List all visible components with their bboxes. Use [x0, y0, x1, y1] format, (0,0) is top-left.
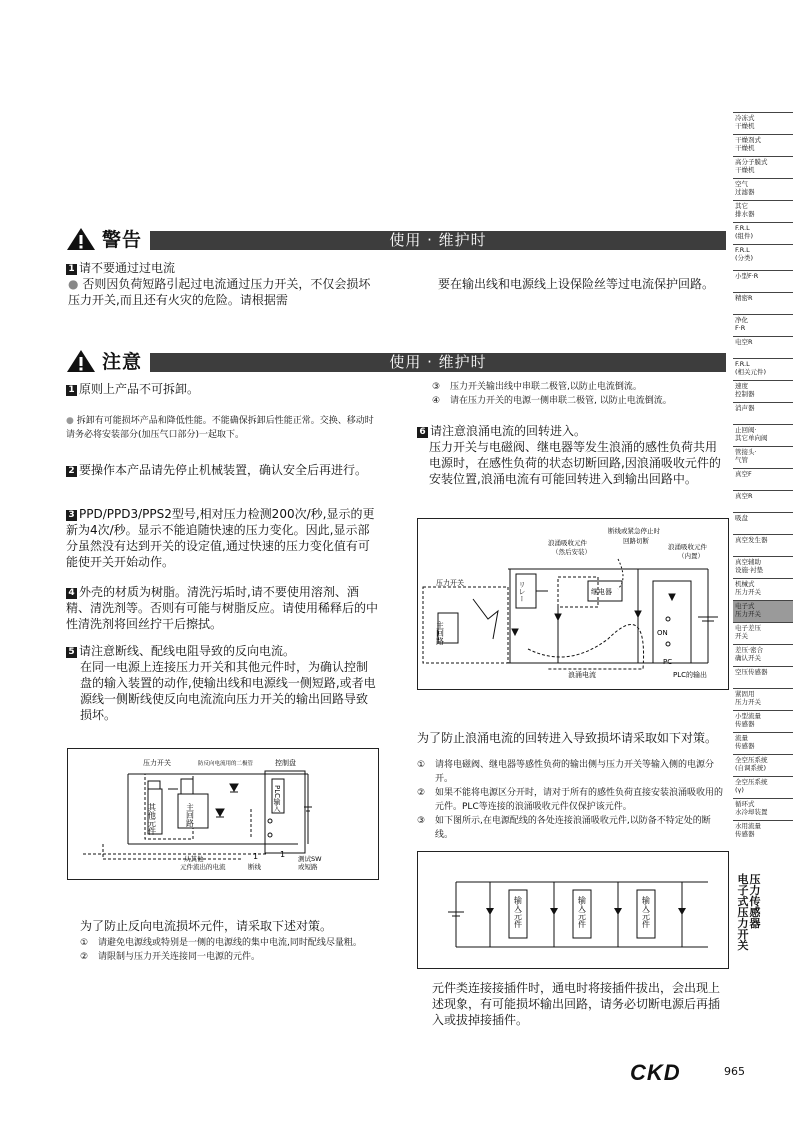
connector-note: 元件类连接接插件时，通电时将接插件拔出，会出现上述现象，有可能损坏输出回路，请务必切断电源后再插入或拔掉接插件。 — [432, 981, 721, 1027]
bullet-icon: ● — [68, 277, 79, 291]
caution-item-1-bullet-text: 拆卸有可能损坏产品和降低性能。不能确保拆卸后性能正常。交换、移动时请务必将安装部分(加压气口部分)一起取下。 — [66, 416, 374, 440]
surge-label-break-l1: 断线或紧急停止时 — [608, 527, 660, 535]
reverse-measures-cont — [432, 380, 728, 408]
side-category-col1: 电 子 式 压 力 开 关 — [737, 873, 749, 952]
rev-label-break: 断线 — [248, 863, 261, 871]
measure-mark: ④ — [432, 396, 441, 406]
caution-item-3-text: PPD/PPD3/PPS2型号,相对压力检测200次/秒,显示的更新为4次/秒。显示不能追随快速的压力变化。因此,显示部分虽然没有达到开关的设定值,通过快速的压力变化值有可能使开关开始动作。 — [66, 507, 375, 569]
reverse-measure-1: 请避免电源线或特别是一侧的电源线的集中电流,同时配线尽量粗。 — [98, 938, 362, 948]
item-number: 4 — [66, 588, 77, 599]
warning-bar — [150, 231, 726, 250]
rev-label-panel: 控制盘 — [275, 759, 296, 767]
side-index-item[interactable]: 差压·密合 确认开关 — [733, 644, 793, 666]
caution-bar-text: 使用 · 维护时 — [389, 353, 487, 371]
reverse-current-diagram-svg — [68, 749, 378, 879]
caution-item-6 — [417, 423, 728, 487]
surge-label-break-l2: 回路切断 — [623, 537, 649, 545]
side-index-item[interactable]: 吸盘 — [733, 512, 793, 534]
side-index-item[interactable]: 真空F — [733, 468, 793, 490]
caution-item-1-head: 原则上产品不可拆卸。 — [79, 382, 200, 396]
measure-mark: ① — [80, 938, 89, 948]
diode-icon — [614, 908, 622, 915]
side-index-item[interactable]: 管接头· 气管 — [733, 446, 793, 468]
side-index-item[interactable]: 水用流量 传感器 — [733, 820, 793, 842]
side-index-item[interactable]: 机械式 压力开关 — [733, 578, 793, 600]
diode-icon — [550, 908, 558, 915]
side-index-item[interactable]: 高分子膜式 干燥机 — [733, 156, 793, 178]
caution-item-1 — [66, 381, 378, 397]
measure-mark: ③ — [432, 382, 441, 392]
surge-current-diagram-svg — [418, 519, 728, 689]
surge-measures-list — [417, 758, 728, 842]
surge-label-abs-l2: （然后安装） — [552, 548, 591, 556]
item-number: 1 — [66, 385, 77, 396]
warning-item-1-body-right: 要在输出线和电源线上设保险丝等过电流保护回路。 — [438, 277, 715, 291]
surge-label-rl: リレー — [518, 581, 526, 602]
side-index-item[interactable]: 精密R — [733, 292, 793, 314]
surge-label-relay: 继电器 — [591, 588, 612, 596]
rev-label-main: 主回路 — [185, 803, 195, 827]
side-index-item[interactable]: F.R.L (组件) — [733, 222, 793, 244]
input-element-diagram-svg — [418, 852, 728, 968]
caution-title: 注意 — [102, 351, 143, 373]
item-number: 6 — [417, 427, 428, 438]
side-index-item[interactable]: F.R.L (分类) — [733, 244, 793, 270]
rev-label-test1: 测试SW — [298, 855, 322, 863]
warning-item-1-body-left: 否则因负荷短路引起过电流通过压力开关，不仅会损坏压力开关,而且还有火灾的危险。请根据需 — [68, 277, 371, 307]
surge-measure-3: 如下图所示,在电源配线的各处连接浪涌吸收元件,以防备不特定处的断线。 — [435, 816, 711, 840]
measure-mark: ① — [417, 760, 426, 770]
warning-bar-text: 使用 · 维护时 — [389, 231, 487, 249]
caution-triangle-icon — [66, 349, 96, 373]
caution-item-4 — [66, 584, 378, 632]
surge-label-plc-out: PLC的输出 — [673, 671, 708, 679]
rev-label-other: 其他元件 — [147, 803, 157, 835]
side-index-item[interactable]: 冷冻式 干燥机 — [733, 112, 793, 134]
rev-label-from-other: 从其他 — [184, 855, 204, 863]
caution-item-3 — [66, 506, 378, 570]
diode-icon — [486, 908, 494, 915]
surge-measure-title: 为了防止浪涌电流的回转进入导致损坏请采取如下对策。 — [417, 731, 718, 745]
rev-label-ps: 压力开关 — [143, 759, 171, 767]
side-index-item[interactable]: 净化 F·R — [733, 314, 793, 336]
warning-title: 警告 — [102, 229, 143, 251]
item-number: 3 — [66, 510, 77, 521]
surge-label-ps: 压力开关 — [436, 579, 464, 587]
rev-label-test2: 或短路 — [298, 863, 318, 871]
caution-item-2-text: 要操作本产品请先停止机械装置，确认安全后再进行。 — [79, 463, 368, 477]
warning-item-1 — [66, 260, 376, 308]
surge-measure-2: 如果不能将电源区分开时，请对于所有的感性负荷直接安装浪涌吸收用的元件。PLC等连接的浪涌吸收元件仅保护该元件。 — [435, 788, 724, 812]
surge-label-abs-r1: 浪涌吸收元件 — [668, 543, 707, 551]
side-index-item[interactable]: 紧固用 压力开关 — [733, 688, 793, 710]
side-index-item[interactable]: F.R.L (相关元件) — [733, 358, 793, 380]
side-category-col2: 压 力 传 感 器 — [749, 873, 761, 930]
surge-label-on: ON — [657, 629, 668, 637]
ckd-logo: CKD — [630, 1060, 681, 1085]
page-number: 965 — [724, 1065, 745, 1078]
side-index-item[interactable]: 消声器 — [733, 402, 793, 424]
side-index-item[interactable]: 小型F·R — [733, 270, 793, 292]
caution-item-5-head: 请注意断线、配线电阻导致的反向电流。 — [79, 644, 296, 658]
item-number: 1 — [66, 264, 77, 275]
side-index-item[interactable]: 小型流量 传感器 — [733, 710, 793, 732]
side-index-item[interactable]: 真空R — [733, 490, 793, 512]
caution-item-2 — [66, 462, 378, 478]
side-index-item[interactable]: 全空压系统 (自调系统) — [733, 754, 793, 776]
surge-label-current: 浪涌电流 — [568, 671, 596, 679]
side-index-item[interactable]: 全空压系统 (γ) — [733, 776, 793, 798]
side-index-item[interactable]: 流量 传感器 — [733, 732, 793, 754]
warning-item-1-head: 请不要通过过电流 — [79, 261, 176, 275]
caution-item-6-head: 请注意浪涌电流的回转进入。 — [430, 424, 587, 438]
side-index-item[interactable]: 速度 控制器 — [733, 380, 793, 402]
side-index-item[interactable]: 空压传感器 — [733, 666, 793, 688]
warning-triangle-icon — [66, 227, 96, 251]
caution-item-4-text: 外壳的材质为树脂。清洗污垢时,请不要使用溶剂、酒精、清洗剂等。否则有可能与树脂反应。请使用稀释后的中性清洗剂将回丝拧干后擦拭。 — [66, 585, 379, 631]
bullet-icon: ● — [66, 416, 74, 426]
side-index-item[interactable]: 循环式 水冷却装置 — [733, 798, 793, 820]
caution-item-1-bullet — [66, 414, 378, 442]
item-number: 2 — [66, 466, 77, 477]
rev-label-pt2: 1 — [280, 850, 286, 859]
reverse-measure-3: 压力开关输出线中串联二极管,以防止电流倒流。 — [450, 382, 642, 392]
side-index-item[interactable]: 其它 排水器 — [733, 200, 793, 222]
reverse-measures-list — [80, 936, 380, 964]
side-index-item[interactable]: 止回阀· 其它单向阀 — [733, 424, 793, 446]
input-element-diagram — [417, 851, 729, 969]
side-index-item[interactable]: 真空发生器 — [733, 534, 793, 556]
rev-label-plc: PLC输入 — [273, 785, 281, 813]
item-number: 5 — [66, 647, 77, 658]
surge-label-pc: PC — [663, 658, 673, 666]
side-index-item[interactable]: 电子差压 开关 — [733, 622, 793, 644]
reverse-measure-2: 请限制与压力开关连接同一电源的元件。 — [98, 952, 261, 962]
surge-label-abs-r2: （内置） — [678, 552, 704, 560]
surge-current-diagram — [417, 518, 729, 690]
side-index-item[interactable]: 真空辅助 设施·衬垫 — [733, 556, 793, 578]
input-element-label: 输入元件 — [513, 896, 523, 928]
surge-label-abs-l1: 浪涌吸收元件 — [548, 539, 587, 547]
side-index-item[interactable]: 电子式 压力开关 — [733, 600, 793, 622]
caution-item-6-body: 压力开关与电磁阀、继电器等发生浪涌的感性负荷共用电源时，在感性负荷的状态切断回路,因浪涌吸收元件的安装位置,浪涌电流有可能回转进入到输出回路中。 — [429, 440, 721, 486]
reverse-measure-title: 为了防止反向电流损坏元件，请采取下述对策。 — [80, 919, 333, 933]
surge-label-main: 主回路 — [435, 621, 445, 645]
reverse-current-diagram — [67, 748, 379, 880]
side-index-item[interactable]: 电空R — [733, 336, 793, 358]
surge-measure-1: 请将电磁阀、继电器等感性负荷的输出侧与压力开关等输入侧的电源分开。 — [435, 760, 715, 784]
rev-label-diode: 防反向电流用的二极管 — [198, 761, 254, 767]
caution-header — [66, 349, 728, 371]
diode-icon — [678, 908, 686, 915]
rev-label-pt1: 1 — [253, 852, 259, 861]
rev-label-from-other2: 元件流出的电流 — [180, 863, 226, 871]
side-index-item[interactable]: 空气 过滤器 — [733, 178, 793, 200]
measure-mark: ② — [80, 952, 89, 962]
input-element-label: 输入元件 — [641, 896, 651, 928]
reverse-measure-4: 请在压力开关的电源一侧串联二极管, 以防止电流倒流。 — [450, 396, 672, 406]
input-element-label: 输入元件 — [577, 896, 587, 928]
side-index-item[interactable]: 干燥剂式 干燥机 — [733, 134, 793, 156]
caution-item-5-body: 在同一电源上连接压力开关和其他元件时，为确认控制盘的输入装置的动作,使输出线和电源线一侧短路,或者电源线一侧断线使反向电流流向压力开关的输出回路导致损坏。 — [80, 660, 376, 722]
caution-bar — [150, 353, 726, 372]
warning-header — [66, 227, 728, 249]
caution-item-5 — [66, 643, 378, 723]
measure-mark: ② — [417, 788, 426, 798]
measure-mark: ③ — [417, 816, 426, 826]
